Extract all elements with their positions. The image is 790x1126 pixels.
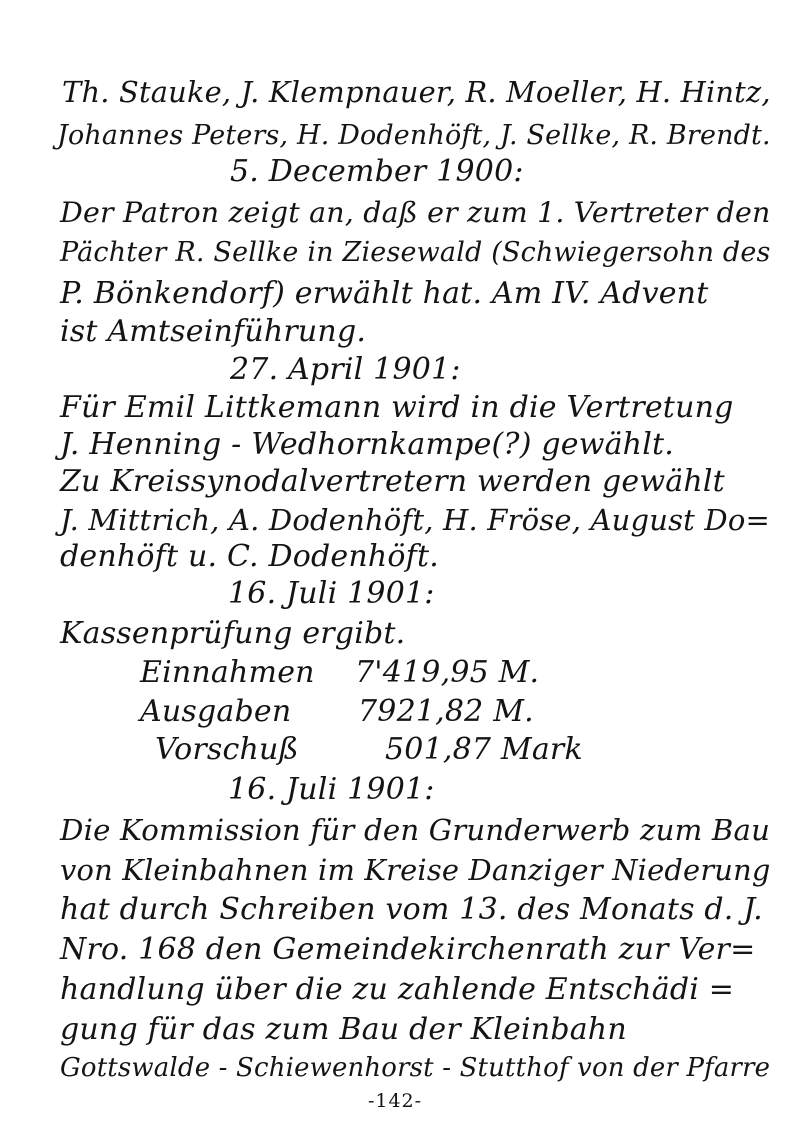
ledger-value: 7921,82 M. xyxy=(358,694,534,729)
date-heading: 5. December 1900: xyxy=(230,154,524,189)
date-heading: 16. Juli 1901: xyxy=(228,576,435,611)
text-line: J. Henning - Wedhornkampe(?) gewählt. xyxy=(60,427,674,462)
ledger-label: Ausgaben xyxy=(140,694,292,729)
text-line: gung für das zum Bau der Kleinbahn xyxy=(60,1012,627,1047)
ledger-label: Vorschuß xyxy=(155,732,299,767)
text-line: Zu Kreissynodalvertretern werden gewählt xyxy=(60,464,725,499)
text-line: Kassenprüfung ergibt. xyxy=(60,616,406,651)
ledger-label: Einnahmen xyxy=(140,655,315,690)
text-line: Die Kommission für den Grunderwerb zum Bau xyxy=(60,813,771,847)
text-line: Johannes Peters, H. Dodenhöft, J. Sellke, R. Brendt. xyxy=(57,120,771,151)
text-line: P. Bönkendorf) erwählt hat. Am IV. Advent xyxy=(60,276,709,311)
text-line: von Kleinbahnen im Kreise Danziger Niederung xyxy=(60,853,771,887)
date-heading: 27. April 1901: xyxy=(230,352,461,387)
ledger-value: 501,87 Mark xyxy=(385,732,583,767)
text-line: Th. Stauke, J. Klempnauer, R. Moeller, H. Hintz, xyxy=(62,75,771,109)
text-line: ist Amtseinführung. xyxy=(60,314,367,349)
page-number: -142- xyxy=(367,1090,423,1112)
text-line: denhöft u. C. Dodenhöft. xyxy=(60,539,439,574)
text-line: handlung über die zu zahlende Entschädi = xyxy=(60,972,735,1007)
text-line: Der Patron zeigt an, daß er zum 1. Vertreter den xyxy=(60,196,771,229)
text-line: Für Emil Littkemann wird in die Vertretung xyxy=(60,390,734,425)
text-line: Nro. 168 den Gemeindekirchenrath zur Ver= xyxy=(60,932,756,967)
date-heading: 16. Juli 1901: xyxy=(228,772,435,807)
text-line: hat durch Schreiben vom 13. des Monats d. J. xyxy=(60,892,763,927)
text-line: Pächter R. Sellke in Ziesewald (Schwiegersohn des xyxy=(60,237,771,268)
ledger-value: 7'419,95 M. xyxy=(355,655,540,690)
text-line: J. Mittrich, A. Dodenhöft, H. Fröse, August Do= xyxy=(60,503,770,537)
text-line: Gottswalde - Schiewenhorst - Stutthof von der Pfarre xyxy=(60,1053,771,1083)
